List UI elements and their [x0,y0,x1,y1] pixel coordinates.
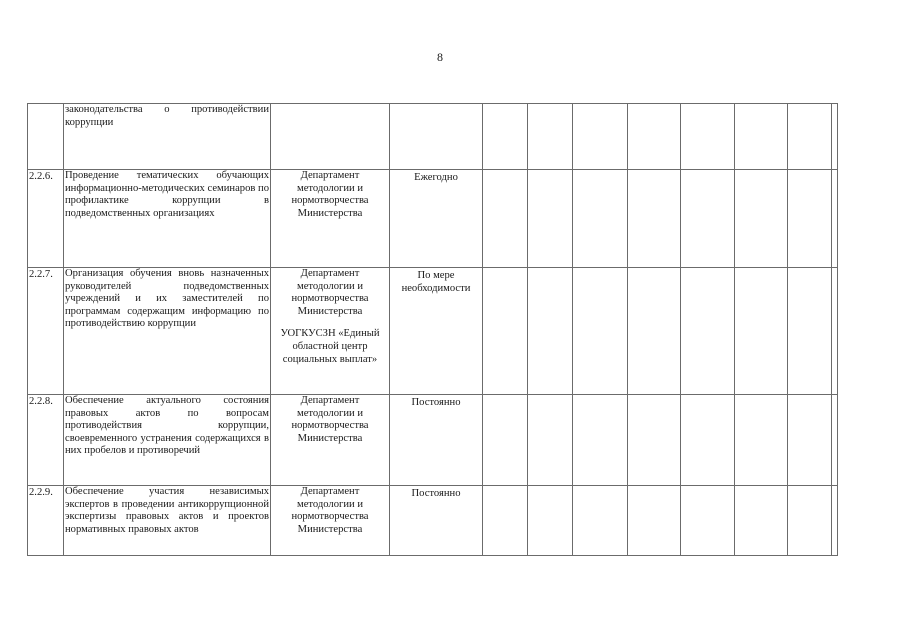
empty-cell [832,395,838,486]
empty-cell [628,268,681,395]
term-cell: Постоянно [390,486,483,556]
empty-cell [788,486,832,556]
empty-cell [681,395,735,486]
empty-cell [573,486,628,556]
empty-cell [788,395,832,486]
row-number: 2.2.9. [28,486,64,556]
empty-cell [483,268,528,395]
table-row [28,268,838,395]
empty-cell [681,268,735,395]
empty-cell [735,395,788,486]
empty-cell [628,170,681,268]
empty-cell [573,268,628,395]
empty-cell [483,395,528,486]
empty-cell [735,268,788,395]
empty-cell [681,486,735,556]
event-text: Проведение тематических обучающих информационно-методических семинаров по профилактике коррупции в подведомственных организациях [64,170,271,268]
empty-cell [628,395,681,486]
term-cell: Постоянно [390,395,483,486]
executor-cell [271,395,390,486]
term-cell [390,104,483,170]
empty-cell [681,104,735,170]
empty-cell [573,170,628,268]
event-text: Обеспечение актуального состояния правовых актов по вопросам противодействия коррупции, своевременного устранения содержащихся в них пробелов и противоречий [64,395,271,486]
empty-cell [528,170,573,268]
empty-cell [788,104,832,170]
empty-cell [528,104,573,170]
empty-cell [628,486,681,556]
empty-cell [832,104,838,170]
executor-cell [271,104,390,170]
empty-cell [735,170,788,268]
event-text: законодательства о противодействии коррупции [64,104,271,170]
page-number: 8 [437,50,443,64]
row-number: 2.2.8. [28,395,64,486]
row-number: 2.2.7. [28,268,64,395]
empty-cell [528,486,573,556]
row-number: 2.2.6. [28,170,64,268]
empty-cell [681,170,735,268]
empty-cell [528,395,573,486]
measures-table [27,103,838,556]
table-row [28,486,838,556]
empty-cell [735,104,788,170]
event-text: Организация обучения вновь назначенных руководителей подведомственных учреждений и их заместителей по программам содержащим информацию по противодействию коррупции [64,268,271,395]
empty-cell [573,104,628,170]
empty-cell [483,170,528,268]
empty-cell [735,486,788,556]
table-row [28,395,838,486]
executor-cell [271,486,390,556]
event-text: Обеспечение участия независимых экспертов в проведении антикоррупционной экспертизы правовых актов и проектов нормативных правовых актов [64,486,271,556]
empty-cell [788,170,832,268]
empty-cell [573,395,628,486]
empty-cell [788,268,832,395]
empty-cell [483,486,528,556]
empty-cell [528,268,573,395]
term-cell: Ежегодно [390,170,483,268]
table-row [28,104,838,170]
executor-text: Департамент методологии и нормотворчества Министерства [291,268,369,317]
row-number [28,104,64,170]
empty-cell [483,104,528,170]
executor-text: Департамент методологии и нормотворчества Министерства [291,170,369,219]
executor-text: Департамент методологии и нормотворчества Министерства [291,395,369,444]
table-row [28,170,838,268]
empty-cell [832,486,838,556]
empty-cell [832,170,838,268]
executor-cell [271,268,390,395]
empty-cell [832,268,838,395]
empty-cell [628,104,681,170]
executor-cell [271,170,390,268]
executor-text: Департамент методологии и нормотворчества Министерства [291,486,369,535]
executor-text-secondary: УОГКУСЗН «Единый областной центр социальных выплат» [280,328,380,365]
term-cell: По мере необходимости [390,268,483,395]
